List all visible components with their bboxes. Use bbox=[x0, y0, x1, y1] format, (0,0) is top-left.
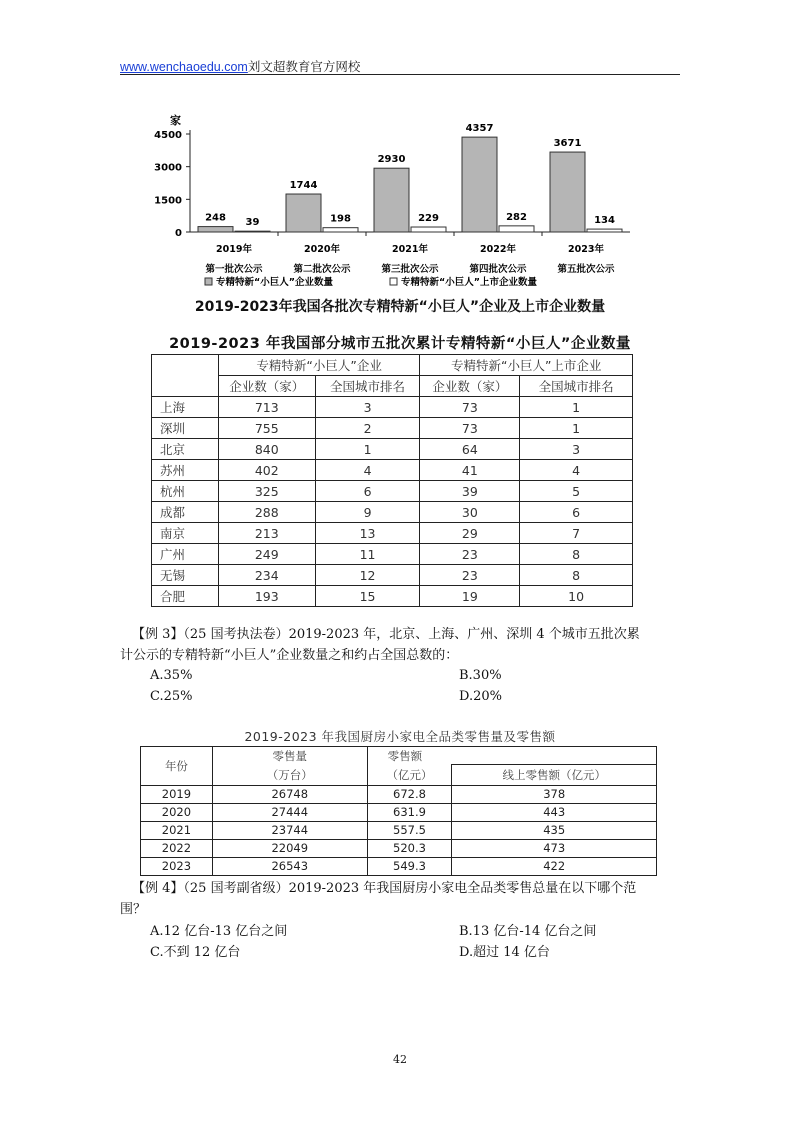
table-row bbox=[152, 565, 633, 586]
table-cell: 193 bbox=[218, 586, 315, 607]
question-4-line1: 【例 4】（25 国考副省级）2019-2023 年我国厨房小家电全品类零售总量在以下哪个范 bbox=[132, 881, 637, 896]
x-sublabel: 第五批次公示 bbox=[557, 264, 615, 275]
y-tick-label: 0 bbox=[175, 228, 182, 239]
table-city-cell: 南京 bbox=[152, 523, 219, 544]
table-city-cell: 苏州 bbox=[152, 460, 219, 481]
q4-option-a[interactable]: A.12 亿台-13 亿台之间 bbox=[150, 924, 288, 939]
table-cell: 8 bbox=[520, 544, 633, 565]
table2-title: 2019-2023 年我国厨房小家电全品类零售量及零售额 bbox=[244, 729, 556, 744]
table-cell: 10 bbox=[520, 586, 633, 607]
data-label: 134 bbox=[594, 215, 615, 227]
kitchen-appliance-table bbox=[140, 746, 657, 876]
bar bbox=[374, 168, 409, 232]
table-city-cell: 上海 bbox=[152, 397, 219, 418]
table-row bbox=[152, 586, 633, 607]
x-tick-label: 2019年 bbox=[216, 244, 252, 255]
table-cell: 3 bbox=[315, 397, 420, 418]
table-cell: 473 bbox=[452, 839, 657, 857]
table-cell: 2021 bbox=[141, 821, 213, 839]
table-cell: 8 bbox=[520, 565, 633, 586]
table-cell: 213 bbox=[218, 523, 315, 544]
table-cell: 288 bbox=[218, 502, 315, 523]
table-row bbox=[141, 857, 657, 875]
table-cell: 4 bbox=[520, 460, 633, 481]
q4-option-b[interactable]: B.13 亿台-14 亿台之间 bbox=[459, 924, 597, 939]
y-axis-label: 家 bbox=[170, 114, 181, 127]
chart-title: 2019-2023年我国各批次专精特新“小巨人”企业及上市企业数量 bbox=[194, 299, 606, 315]
page-header bbox=[120, 57, 680, 75]
data-label: 198 bbox=[330, 213, 351, 225]
bar bbox=[550, 152, 585, 232]
table-cell: 64 bbox=[420, 439, 520, 460]
bar-chart-svg bbox=[150, 110, 650, 310]
question-4 bbox=[120, 878, 682, 920]
table-cell: 5 bbox=[520, 481, 633, 502]
header-divider bbox=[120, 74, 680, 75]
table1-corner-cell bbox=[152, 355, 219, 397]
q4-option-d[interactable]: D.超过 14 亿台 bbox=[459, 945, 550, 960]
table-cell: 234 bbox=[218, 565, 315, 586]
x-sublabel: 第三批次公示 bbox=[381, 264, 439, 275]
q3-option-a[interactable]: A.35% bbox=[150, 668, 193, 683]
legend-label: 专精特新“小巨人”企业数量 bbox=[216, 277, 333, 288]
table-cell: 7 bbox=[520, 523, 633, 544]
table-city-cell: 无锡 bbox=[152, 565, 219, 586]
table-cell: 443 bbox=[452, 803, 657, 821]
table-cell: 1 bbox=[520, 397, 633, 418]
table-cell: 41 bbox=[420, 460, 520, 481]
bar bbox=[323, 228, 358, 232]
q4-option-c[interactable]: C.不到 12 亿台 bbox=[150, 945, 241, 960]
table-cell: 2 bbox=[315, 418, 420, 439]
table-cell: 249 bbox=[218, 544, 315, 565]
city-enterprise-table bbox=[151, 354, 633, 607]
table-cell: 4 bbox=[315, 460, 420, 481]
table-cell: 2020 bbox=[141, 803, 213, 821]
y-tick-label: 3000 bbox=[154, 162, 182, 174]
table-cell: 73 bbox=[420, 418, 520, 439]
table-cell: 2023 bbox=[141, 857, 213, 875]
table2-year-header: 年份 bbox=[141, 747, 213, 786]
table-row bbox=[152, 523, 633, 544]
table1-title: 2019-2023 年我国部分城市五批次累计专精特新“小巨人”企业数量 bbox=[169, 336, 631, 352]
table-city-cell: 深圳 bbox=[152, 418, 219, 439]
table-cell: 15 bbox=[315, 586, 420, 607]
table2-amount-header: 零售额 bbox=[367, 747, 656, 765]
table-city-cell: 北京 bbox=[152, 439, 219, 460]
table-cell: 22049 bbox=[212, 839, 367, 857]
bar bbox=[499, 226, 534, 232]
table-row bbox=[141, 821, 657, 839]
question-4-line2: 围？ bbox=[120, 902, 147, 917]
table-cell: 39 bbox=[420, 481, 520, 502]
table-cell: 2022 bbox=[141, 839, 213, 857]
table-row bbox=[141, 803, 657, 821]
data-label: 2930 bbox=[377, 154, 406, 166]
x-sublabel: 第一批次公示 bbox=[205, 264, 263, 275]
question-3 bbox=[120, 624, 682, 666]
table2-amount-unit: （亿元） bbox=[367, 765, 452, 786]
q3-option-d[interactable]: D.20% bbox=[459, 689, 502, 704]
bar bbox=[462, 137, 497, 232]
table2-volume-unit: （万台） bbox=[212, 765, 367, 786]
table-row bbox=[141, 839, 657, 857]
table-row bbox=[152, 544, 633, 565]
table-cell: 26748 bbox=[212, 785, 367, 803]
bar-chart bbox=[150, 110, 650, 310]
x-tick-label: 2023年 bbox=[568, 244, 604, 255]
table1-col-listed-count: 企业数（家） bbox=[420, 376, 520, 397]
bar bbox=[286, 194, 321, 232]
table2-volume-header: 零售量 bbox=[212, 747, 367, 765]
table-city-cell: 广州 bbox=[152, 544, 219, 565]
data-label: 248 bbox=[205, 212, 226, 224]
bar bbox=[587, 229, 622, 232]
question-3-line1: 【例 3】（25 国考执法卷）2019-2023 年，北京、上海、广州、深圳 4 个城市五批次累 bbox=[132, 627, 640, 642]
table-row bbox=[152, 481, 633, 502]
table-city-cell: 合肥 bbox=[152, 586, 219, 607]
table-cell: 26543 bbox=[212, 857, 367, 875]
table-city-cell: 成都 bbox=[152, 502, 219, 523]
q3-option-c[interactable]: C.25% bbox=[150, 689, 193, 704]
data-label: 4357 bbox=[465, 123, 494, 135]
table1-col-count: 企业数（家） bbox=[218, 376, 315, 397]
table-cell: 631.9 bbox=[367, 803, 452, 821]
table-row bbox=[152, 502, 633, 523]
table-cell: 6 bbox=[520, 502, 633, 523]
table-cell: 520.3 bbox=[367, 839, 452, 857]
table-cell: 9 bbox=[315, 502, 420, 523]
y-tick-label: 1500 bbox=[154, 195, 182, 207]
table-row bbox=[152, 460, 633, 481]
bar bbox=[235, 231, 270, 232]
table2-online-header: 线上零售额（亿元） bbox=[452, 765, 657, 786]
data-label: 39 bbox=[245, 217, 260, 229]
table-cell: 23 bbox=[420, 565, 520, 586]
table1-col-rank: 全国城市排名 bbox=[315, 376, 420, 397]
data-label: 282 bbox=[506, 211, 527, 223]
table-cell: 378 bbox=[452, 785, 657, 803]
table-cell: 672.8 bbox=[367, 785, 452, 803]
x-tick-label: 2020年 bbox=[304, 244, 340, 255]
table-cell: 30 bbox=[420, 502, 520, 523]
page-number: 42 bbox=[393, 1053, 407, 1066]
table-cell: 557.5 bbox=[367, 821, 452, 839]
legend-label: 专精特新“小巨人”上市企业数量 bbox=[401, 277, 537, 288]
bar bbox=[198, 227, 233, 232]
table-cell: 29 bbox=[420, 523, 520, 544]
table-cell: 325 bbox=[218, 481, 315, 502]
table-cell: 11 bbox=[315, 544, 420, 565]
table-cell: 402 bbox=[218, 460, 315, 481]
site-url-link[interactable]: www.wenchaoedu.com bbox=[120, 60, 248, 74]
table-cell: 422 bbox=[452, 857, 657, 875]
x-sublabel: 第四批次公示 bbox=[469, 264, 527, 275]
table-row bbox=[152, 397, 633, 418]
table-cell: 3 bbox=[520, 439, 633, 460]
table-cell: 435 bbox=[452, 821, 657, 839]
table-cell: 840 bbox=[218, 439, 315, 460]
table-cell: 1 bbox=[520, 418, 633, 439]
table-cell: 549.3 bbox=[367, 857, 452, 875]
table1-group-enterprise: 专精特新“小巨人”企业 bbox=[218, 355, 420, 376]
table-cell: 23744 bbox=[212, 821, 367, 839]
site-name: 刘文超教育官方网校 bbox=[247, 59, 361, 74]
table-cell: 73 bbox=[420, 397, 520, 418]
table-cell: 755 bbox=[218, 418, 315, 439]
y-tick-label: 4500 bbox=[154, 130, 182, 141]
data-label: 1744 bbox=[289, 180, 318, 192]
table-row bbox=[141, 785, 657, 803]
legend-swatch bbox=[390, 278, 397, 285]
table-cell: 27444 bbox=[212, 803, 367, 821]
table-cell: 713 bbox=[218, 397, 315, 418]
table-cell: 23 bbox=[420, 544, 520, 565]
bar bbox=[411, 227, 446, 232]
table-row bbox=[152, 439, 633, 460]
table-cell: 6 bbox=[315, 481, 420, 502]
table-cell: 13 bbox=[315, 523, 420, 544]
x-tick-label: 2021年 bbox=[392, 244, 428, 255]
table1-group-listed: 专精特新“小巨人”上市企业 bbox=[420, 355, 633, 376]
table-row bbox=[152, 418, 633, 439]
q3-option-b[interactable]: B.30% bbox=[459, 668, 502, 683]
legend-swatch bbox=[205, 278, 212, 285]
table1-col-listed-rank: 全国城市排名 bbox=[520, 376, 633, 397]
question-3-line2: 计公示的专精特新“小巨人”企业数量之和约占全国总数的： bbox=[120, 648, 459, 663]
table-cell: 1 bbox=[315, 439, 420, 460]
table-cell: 12 bbox=[315, 565, 420, 586]
table-cell: 19 bbox=[420, 586, 520, 607]
data-label: 3671 bbox=[553, 138, 582, 150]
x-sublabel: 第二批次公示 bbox=[293, 264, 351, 275]
data-label: 229 bbox=[418, 213, 439, 225]
table-city-cell: 杭州 bbox=[152, 481, 219, 502]
table-cell: 2019 bbox=[141, 785, 213, 803]
x-tick-label: 2022年 bbox=[480, 244, 516, 255]
